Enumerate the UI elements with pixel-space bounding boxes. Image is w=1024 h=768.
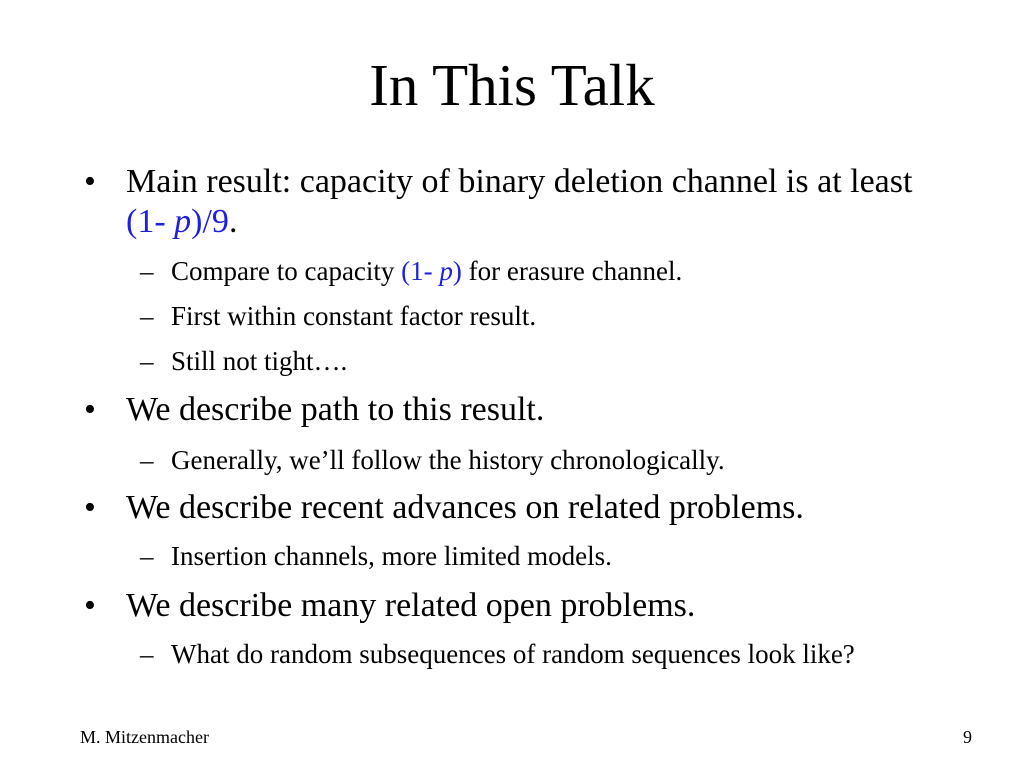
slide-title: In This Talk [369,52,655,118]
sub-bullet-pre: Compare to capacity [171,256,402,286]
bullet-text-pre: Main result: capacity of binary deletion channel is at least [126,163,913,200]
bullet-main-result [126,162,956,242]
formula-variable: p [439,256,453,286]
sub-bullet-marker: – [140,301,154,331]
bullet-marker: • [84,391,96,428]
capacity-formula [126,203,229,240]
sub-bullet-marker: – [140,445,154,475]
formula-close: )/9 [191,203,229,240]
sub-bullet-compare [171,253,931,289]
sub-bullet-insertion: Insertion channels, more limited models. [171,541,612,571]
bullet-path: We describe path to this result. [126,391,545,428]
sub-bullet-marker: – [140,541,154,571]
sub-bullet-not-tight: Still not tight…. [171,346,348,376]
formula-open: (1- [126,203,175,240]
formula-variable: p [174,203,192,240]
sub-bullet-marker: – [140,256,154,286]
sub-bullet-history: Generally, we’ll follow the history chronologically. [171,445,725,475]
sub-bullet-random-subsequences: What do random subsequences of random sequences look like? [171,639,855,669]
bullet-recent-advances: We describe recent advances on related problems. [126,489,804,526]
sub-bullet-constant-factor: First within constant factor result. [171,301,537,331]
page-number: 9 [963,727,972,747]
bullet-marker: • [84,489,96,526]
erasure-capacity-formula [401,256,462,286]
bullet-marker: • [84,163,96,200]
sub-bullet-marker: – [140,639,154,669]
formula-close: ) [452,256,462,286]
formula-open: (1- [401,256,440,286]
sub-bullet-post: for erasure channel. [461,256,683,286]
bullet-text-post: . [228,203,238,240]
bullet-marker: • [84,587,96,624]
footer-author: M. Mitzenmacher [80,727,209,747]
sub-bullet-marker: – [140,346,154,376]
bullet-open-problems: We describe many related open problems. [126,587,696,624]
